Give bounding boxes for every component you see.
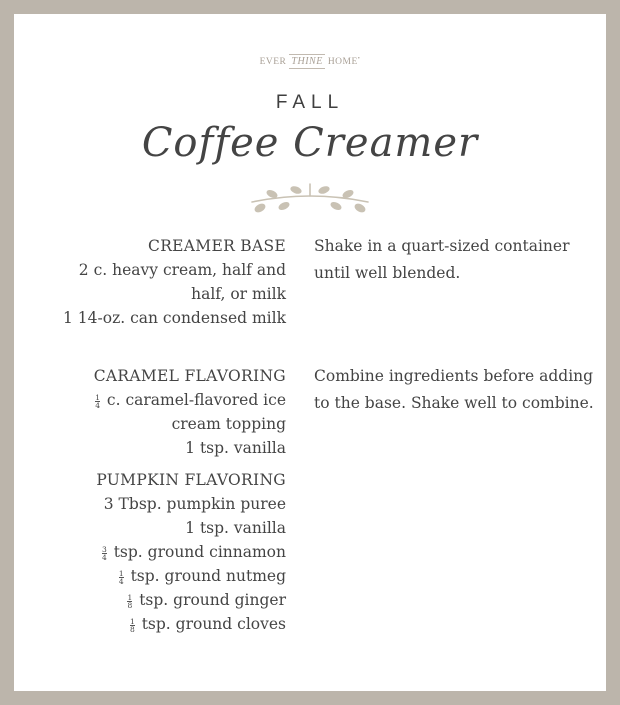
- fraction: $\frac{3}{4}$: [101, 544, 107, 562]
- leaf-sprig-icon: [242, 180, 378, 218]
- brand-word-middle: THINE: [291, 56, 323, 67]
- caramel-line-1: $\frac{1}{4}$ c. caramel-flavored ice: [95, 391, 286, 410]
- base-instructions: Shake in a quart-sized container until well blended.: [314, 237, 570, 282]
- caramel-instructions: Combine ingredients before adding to the base. Shake well to combine.: [314, 367, 594, 412]
- base-line-2: half, or milk: [191, 285, 286, 303]
- caramel-line-3: 1 tsp. vanilla: [185, 439, 286, 457]
- fraction: $\frac{1}{4}$: [118, 568, 124, 586]
- base-ingredients: [34, 234, 286, 330]
- caramel-ingredients: [34, 364, 286, 460]
- base-line-1: 2 c. heavy cream, half and: [78, 261, 286, 279]
- brand-word-right: HOME: [327, 57, 358, 67]
- pumpkin-heading: PUMPKIN FLAVORING: [96, 471, 286, 489]
- brand-logo: EVER THINE HOME•: [259, 55, 361, 67]
- base-heading: CREAMER BASE: [148, 237, 286, 255]
- pumpkin-spice-4: $\frac{1}{8}$ tsp. ground cloves: [129, 615, 286, 634]
- brand-word-left: EVER: [259, 57, 287, 67]
- pumpkin-line-2: 1 tsp. vanilla: [185, 519, 286, 537]
- fraction: $\frac{1}{8}$: [129, 616, 135, 634]
- title-top: FALL: [275, 92, 345, 113]
- pumpkin-ingredients: [34, 468, 286, 636]
- recipe-card: [14, 14, 606, 691]
- caramel-line-2: cream topping: [171, 415, 286, 433]
- pumpkin-spice-2: $\frac{1}{4}$ tsp. ground nutmeg: [118, 567, 286, 586]
- pumpkin-line-1: 3 Tbsp. pumpkin puree: [103, 495, 286, 513]
- base-line-3: 1 14-oz. can condensed milk: [63, 309, 286, 327]
- fraction: $\frac{1}{4}$: [95, 392, 100, 410]
- title-script: Coffee Creamer: [141, 120, 479, 166]
- fraction: $\frac{1}{8}$: [127, 592, 133, 610]
- pumpkin-spice-3: $\frac{1}{8}$ tsp. ground ginger: [127, 591, 286, 610]
- pumpkin-spice-1: $\frac{3}{4}$ tsp. ground cinnamon: [101, 543, 286, 562]
- caramel-heading: CARAMEL FLAVORING: [93, 367, 286, 385]
